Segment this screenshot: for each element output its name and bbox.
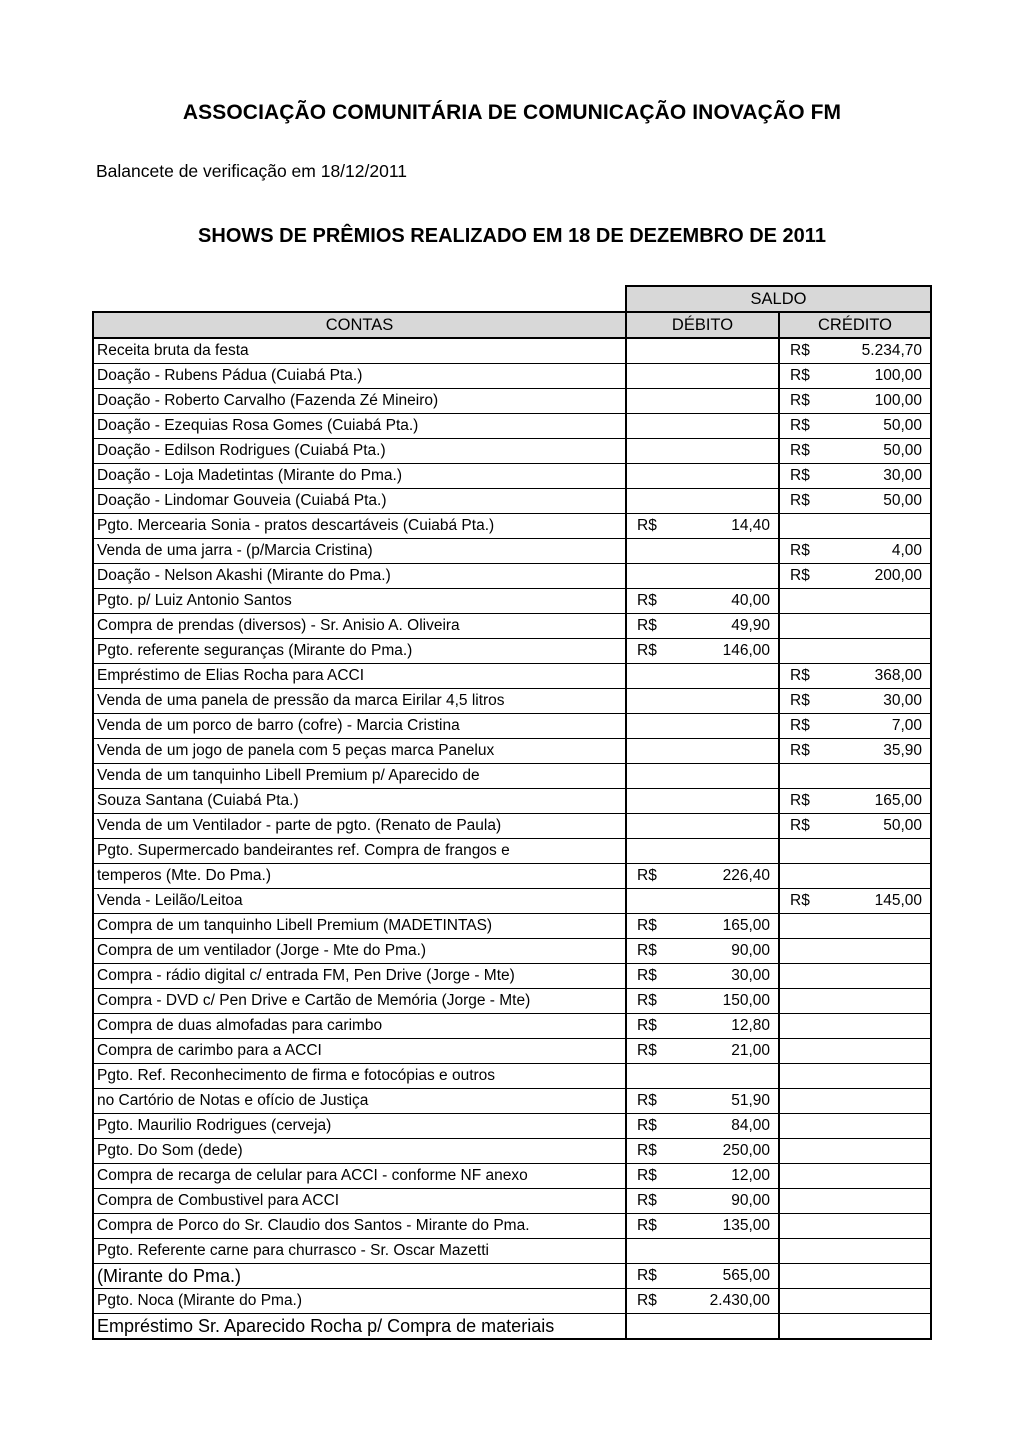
credito-cell [779,914,931,939]
table-row [93,1189,931,1214]
debito-amount: 40,00 [731,592,770,609]
credito-cell [779,439,931,464]
debito-amount: 14,40 [731,517,770,534]
currency-symbol: R$ [637,1042,657,1059]
credito-cell [779,1114,931,1139]
debito-cell [626,1239,779,1264]
debito-cell [626,1114,779,1139]
credito-cell [779,814,931,839]
account-description: Compra de um tanquinho Libell Premium (MADETINTAS) [93,914,626,939]
table-row [93,714,931,739]
debito-amount: 250,00 [722,1142,770,1159]
currency-symbol: R$ [790,567,810,584]
credito-cell [779,514,931,539]
debito-amount: 12,00 [731,1167,770,1184]
debito-cell [626,914,779,939]
currency-symbol: R$ [790,792,810,809]
credito-amount: 7,00 [891,717,922,734]
account-description: Venda de um porco de barro (cofre) - Marcia Cristina [93,714,626,739]
account-description: Pgto. Do Som (dede) [93,1139,626,1164]
credito-cell [779,639,931,664]
credito-cell [779,389,931,414]
account-description: Souza Santana (Cuiabá Pta.) [93,789,626,814]
debito-cell [626,489,779,514]
debito-amount: 2.430,00 [709,1292,770,1309]
account-description: Pgto. Noca (Mirante do Pma.) [93,1289,626,1314]
table-row [93,489,931,514]
table-row [93,764,931,789]
balance-date-subtitle: Balancete de verificação em 18/12/2011 [96,161,407,181]
credito-cell [779,464,931,489]
credito-cell [779,1289,931,1314]
table-row [93,389,931,414]
credito-cell [779,414,931,439]
table-row [93,1314,931,1340]
account-description: Doação - Rubens Pádua (Cuiabá Pta.) [93,364,626,389]
credito-amount: 368,00 [874,667,922,684]
currency-symbol: R$ [790,442,810,459]
debito-amount: 12,80 [731,1017,770,1034]
credito-cell [779,1089,931,1114]
debito-cell [626,814,779,839]
credito-cell [779,889,931,914]
credito-header: CRÉDITO [779,312,931,338]
debito-cell [626,1039,779,1064]
credito-cell [779,1064,931,1089]
account-description: Doação - Lindomar Gouveia (Cuiabá Pta.) [93,489,626,514]
table-row [93,1014,931,1039]
debito-amount: 150,00 [722,992,770,1009]
credito-cell [779,964,931,989]
debito-amount: 49,90 [731,617,770,634]
account-description: Compra de um ventilador (Jorge - Mte do Pma.) [93,939,626,964]
account-description: Empréstimo de Elias Rocha para ACCI [93,664,626,689]
currency-symbol: R$ [637,1167,657,1184]
document-title: ASSOCIAÇÃO COMUNITÁRIA DE COMUNICAÇÃO INOVAÇÃO FM [182,101,842,124]
debito-amount: 21,00 [731,1042,770,1059]
table-row [93,789,931,814]
currency-symbol: R$ [790,667,810,684]
account-description: Pgto. Maurilio Rodrigues (cerveja) [93,1114,626,1139]
table-row [93,1139,931,1164]
account-description: Compra de duas almofadas para carimbo [93,1014,626,1039]
debito-cell [626,1139,779,1164]
account-description: (Mirante do Pma.) [93,1264,626,1289]
currency-symbol: R$ [790,342,810,359]
table-row [93,1064,931,1089]
debito-amount: 90,00 [731,942,770,959]
table-row [93,889,931,914]
table-row [93,689,931,714]
currency-symbol: R$ [637,867,657,884]
debito-cell [626,1264,779,1289]
account-description: Compra de carimbo para a ACCI [93,1039,626,1064]
debito-amount: 165,00 [722,917,770,934]
column-header-row [93,312,931,338]
account-description: Venda de uma jarra - (p/Marcia Cristina) [93,539,626,564]
table-row [93,914,931,939]
debito-amount: 226,40 [722,867,770,884]
credito-cell [779,1164,931,1189]
account-description: Pgto. Referente carne para churrasco - Sr. Oscar Mazetti [93,1239,626,1264]
credito-cell [779,739,931,764]
currency-symbol: R$ [637,617,657,634]
table-row [93,564,931,589]
currency-symbol: R$ [637,1117,657,1134]
debito-cell [626,464,779,489]
credito-cell [779,338,931,364]
debito-amount: 90,00 [731,1192,770,1209]
credito-cell [779,939,931,964]
credito-cell [779,614,931,639]
credito-cell [779,689,931,714]
account-description: Pgto. Ref. Reconhecimento de firma e fotocópias e outros [93,1064,626,1089]
account-description: Venda de um tanquinho Libell Premium p/ Aparecido de [93,764,626,789]
debito-cell [626,989,779,1014]
table-row [93,364,931,389]
debito-header: DÉBITO [626,312,779,338]
ledger-table [92,285,932,1340]
currency-symbol: R$ [637,1292,657,1309]
credito-cell [779,1014,931,1039]
currency-symbol: R$ [637,592,657,609]
debito-amount: 51,90 [731,1092,770,1109]
account-description: Venda de um Ventilador - parte de pgto. (Renato de Paula) [93,814,626,839]
currency-symbol: R$ [637,1017,657,1034]
credito-cell [779,789,931,814]
credito-cell [779,364,931,389]
credito-cell [779,564,931,589]
debito-amount: 30,00 [731,967,770,984]
debito-cell [626,1014,779,1039]
table-row [93,1114,931,1139]
table-row [93,664,931,689]
debito-cell [626,1189,779,1214]
credito-amount: 30,00 [883,692,922,709]
currency-symbol: R$ [637,942,657,959]
debito-amount: 84,00 [731,1117,770,1134]
credito-cell [779,1189,931,1214]
debito-amount: 565,00 [722,1267,770,1284]
account-description: Pgto. referente seguranças (Mirante do Pma.) [93,639,626,664]
account-description: Doação - Nelson Akashi (Mirante do Pma.) [93,564,626,589]
table-row [93,939,931,964]
table-row [93,814,931,839]
account-description: Doação - Ezequias Rosa Gomes (Cuiabá Pta.) [93,414,626,439]
account-description: Pgto. p/ Luiz Antonio Santos [93,589,626,614]
debito-cell [626,614,779,639]
debito-cell [626,664,779,689]
table-row [93,1214,931,1239]
credito-amount: 50,00 [883,817,922,834]
credito-amount: 35,90 [883,742,922,759]
currency-symbol: R$ [637,642,657,659]
debito-cell [626,1064,779,1089]
account-description: Receita bruta da festa [93,338,626,364]
account-description: Venda de um jogo de panela com 5 peças marca Panelux [93,739,626,764]
saldo-header-row [93,286,931,312]
credito-amount: 50,00 [883,417,922,434]
currency-symbol: R$ [637,1217,657,1234]
account-description: Venda de uma panela de pressão da marca Eirilar 4,5 litros [93,689,626,714]
debito-cell [626,389,779,414]
credito-amount: 5.234,70 [861,342,922,359]
table-row [93,1164,931,1189]
saldo-header: SALDO [626,286,931,312]
currency-symbol: R$ [637,967,657,984]
table-row [93,864,931,889]
table-row [93,964,931,989]
credito-cell [779,1264,931,1289]
debito-cell [626,964,779,989]
credito-amount: 145,00 [874,892,922,909]
debito-cell [626,414,779,439]
table-row [93,514,931,539]
debito-cell [626,764,779,789]
debito-cell [626,1089,779,1114]
debito-cell [626,939,779,964]
credito-cell [779,989,931,1014]
account-description: Pgto. Supermercado bandeirantes ref. Compra de frangos e [93,839,626,864]
credito-cell [779,664,931,689]
currency-symbol: R$ [790,367,810,384]
table-row [93,614,931,639]
credito-cell [779,1239,931,1264]
debito-cell [626,1164,779,1189]
table-row [93,589,931,614]
account-description: Pgto. Mercearia Sonia - pratos descartáveis (Cuiabá Pta.) [93,514,626,539]
debito-cell [626,689,779,714]
account-description: Compra de Combustivel para ACCI [93,1189,626,1214]
debito-cell [626,714,779,739]
debito-amount: 146,00 [722,642,770,659]
credito-cell [779,714,931,739]
currency-symbol: R$ [790,742,810,759]
credito-cell [779,589,931,614]
credito-cell [779,764,931,789]
table-row [93,464,931,489]
table-row [93,539,931,564]
credito-amount: 4,00 [891,542,922,559]
currency-symbol: R$ [637,1092,657,1109]
table-row [93,639,931,664]
account-description: no Cartório de Notas e ofício de Justiça [93,1089,626,1114]
account-description: Doação - Edilson Rodrigues (Cuiabá Pta.) [93,439,626,464]
debito-cell [626,364,779,389]
debito-cell [626,889,779,914]
debito-cell [626,338,779,364]
table-row [93,1289,931,1314]
credito-amount: 100,00 [874,392,922,409]
section-title: SHOWS DE PRÊMIOS REALIZADO EM 18 DE DEZEMBRO DE 2011 [198,225,826,247]
debito-cell [626,1289,779,1314]
currency-symbol: R$ [790,392,810,409]
currency-symbol: R$ [790,492,810,509]
credito-cell [779,839,931,864]
currency-symbol: R$ [637,517,657,534]
debito-cell [626,1214,779,1239]
account-description: Doação - Roberto Carvalho (Fazenda Zé Mineiro) [93,389,626,414]
credito-cell [779,1139,931,1164]
table-row [93,1239,931,1264]
debito-amount: 135,00 [722,1217,770,1234]
account-description: Venda - Leilão/Leitoa [93,889,626,914]
credito-cell [779,539,931,564]
currency-symbol: R$ [637,1192,657,1209]
credito-amount: 200,00 [874,567,922,584]
currency-symbol: R$ [637,1142,657,1159]
currency-symbol: R$ [790,817,810,834]
currency-symbol: R$ [637,992,657,1009]
debito-cell [626,864,779,889]
credito-cell [779,1214,931,1239]
currency-symbol: R$ [790,692,810,709]
account-description: Doação - Loja Madetintas (Mirante do Pma.) [93,464,626,489]
account-description: Compra - DVD c/ Pen Drive e Cartão de Memória (Jorge - Mte) [93,989,626,1014]
table-row [93,989,931,1014]
currency-symbol: R$ [637,917,657,934]
debito-cell [626,589,779,614]
table-row [93,1264,931,1289]
currency-symbol: R$ [790,417,810,434]
account-description: Compra de prendas (diversos) - Sr. Anisio A. Oliveira [93,614,626,639]
account-description: Empréstimo Sr. Aparecido Rocha p/ Compra de materiais [93,1314,626,1340]
debito-cell [626,839,779,864]
debito-cell [626,439,779,464]
debito-cell [626,539,779,564]
credito-amount: 165,00 [874,792,922,809]
credito-cell [779,489,931,514]
account-description: temperos (Mte. Do Pma.) [93,864,626,889]
credito-amount: 30,00 [883,467,922,484]
contas-header: CONTAS [93,312,626,338]
table-row [93,1089,931,1114]
debito-cell [626,739,779,764]
account-description: Compra de Porco do Sr. Claudio dos Santos - Mirante do Pma. [93,1214,626,1239]
account-description: Compra de recarga de celular para ACCI - conforme NF anexo [93,1164,626,1189]
currency-symbol: R$ [790,542,810,559]
table-row [93,839,931,864]
debito-cell [626,639,779,664]
table-row [93,338,931,364]
credito-amount: 100,00 [874,367,922,384]
credito-cell [779,864,931,889]
header-spacer [93,286,626,312]
credito-cell [779,1039,931,1064]
currency-symbol: R$ [790,717,810,734]
debito-cell [626,564,779,589]
table-row [93,1039,931,1064]
debito-cell [626,1314,779,1340]
currency-symbol: R$ [790,467,810,484]
currency-symbol: R$ [790,892,810,909]
debito-cell [626,789,779,814]
table-row [93,739,931,764]
table-row [93,439,931,464]
credito-amount: 50,00 [883,442,922,459]
credito-cell [779,1314,931,1340]
credito-amount: 50,00 [883,492,922,509]
table-row [93,414,931,439]
debito-cell [626,514,779,539]
account-description: Compra - rádio digital c/ entrada FM, Pen Drive (Jorge - Mte) [93,964,626,989]
currency-symbol: R$ [637,1267,657,1284]
